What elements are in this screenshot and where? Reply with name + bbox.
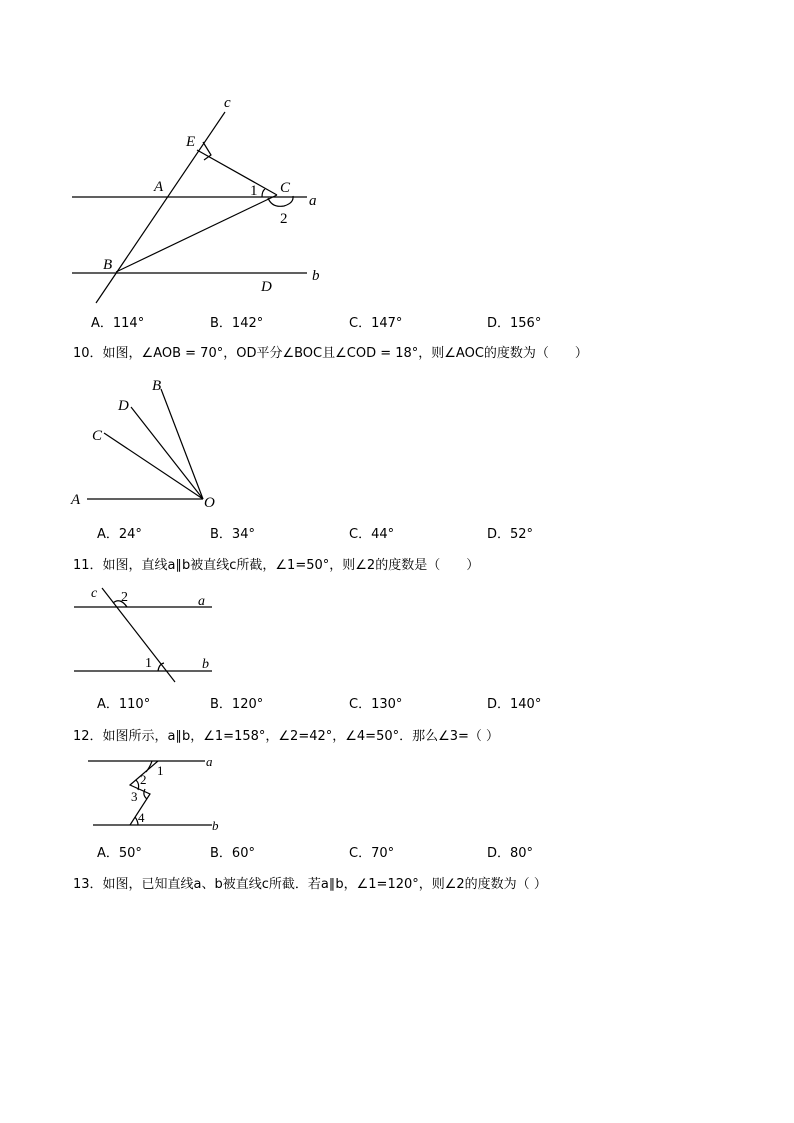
label-2: 2 xyxy=(121,590,128,605)
q12-option-d[interactable]: D．80° xyxy=(487,846,534,861)
q9-option-a[interactable]: A．114° xyxy=(91,316,145,331)
q12-stem: 12．如图所示，a∥b，∠1=158°，∠2=42°，∠4=50°．那么∠3=（ ） xyxy=(73,729,500,744)
q10-stem: 10．如图，∠AOB = 70°，OD平分∠BOC且∠COD = 18°，则∠AOC的度数为（ ） xyxy=(73,346,588,361)
q13-stem: 13．如图，已知直线a、b被直线c所截．若a∥b，∠1=120°，则∠2的度数为（ ） xyxy=(73,877,547,892)
label-e: E xyxy=(186,134,196,150)
label-2: 2 xyxy=(280,211,288,227)
q9-option-b[interactable]: B．142° xyxy=(210,316,264,331)
label-c: c xyxy=(91,586,98,601)
label-2: 2 xyxy=(140,772,147,787)
q10-option-a[interactable]: A．24° xyxy=(97,527,142,542)
q9-option-d[interactable]: D．156° xyxy=(487,316,542,331)
q10-option-c[interactable]: C．44° xyxy=(349,527,395,542)
label-b-point: B xyxy=(103,257,113,273)
label-a: a xyxy=(198,594,205,609)
label-c: c xyxy=(224,95,231,111)
label-1: 1 xyxy=(157,763,164,778)
q11-option-c[interactable]: C．130° xyxy=(349,697,403,712)
label-c-point: C xyxy=(280,180,291,196)
label-1: 1 xyxy=(145,656,152,671)
label-a: A xyxy=(71,492,81,508)
label-4: 4 xyxy=(138,810,145,825)
q11-option-a[interactable]: A．110° xyxy=(97,697,151,712)
label-b-line: b xyxy=(312,268,320,284)
q12-option-a[interactable]: A．50° xyxy=(97,846,142,861)
angle-3-arc xyxy=(144,789,147,799)
label-b: b xyxy=(202,657,209,672)
q12-option-b[interactable]: B．60° xyxy=(210,846,255,861)
label-d: D xyxy=(261,279,272,295)
q12-option-c[interactable]: C．70° xyxy=(349,846,395,861)
q11-option-d[interactable]: D．140° xyxy=(487,697,542,712)
label-b: B xyxy=(152,378,162,394)
q11-option-b[interactable]: B．120° xyxy=(210,697,264,712)
q11-stem: 11．如图，直线a∥b被直线c所截，∠1=50°，则∠2的度数是（ ） xyxy=(73,558,480,573)
q10-option-b[interactable]: B．34° xyxy=(210,527,255,542)
label-a-point: A xyxy=(154,179,164,195)
label-d: D xyxy=(118,398,129,414)
label-a-line: a xyxy=(309,193,317,209)
q10-option-d[interactable]: D．52° xyxy=(487,527,534,542)
label-a: a xyxy=(206,754,213,769)
label-o: O xyxy=(204,495,215,511)
q9-option-c[interactable]: C．147° xyxy=(349,316,403,331)
label-3: 3 xyxy=(131,789,138,804)
label-1: 1 xyxy=(250,183,258,199)
label-c: C xyxy=(92,428,103,444)
label-b: b xyxy=(212,818,219,833)
